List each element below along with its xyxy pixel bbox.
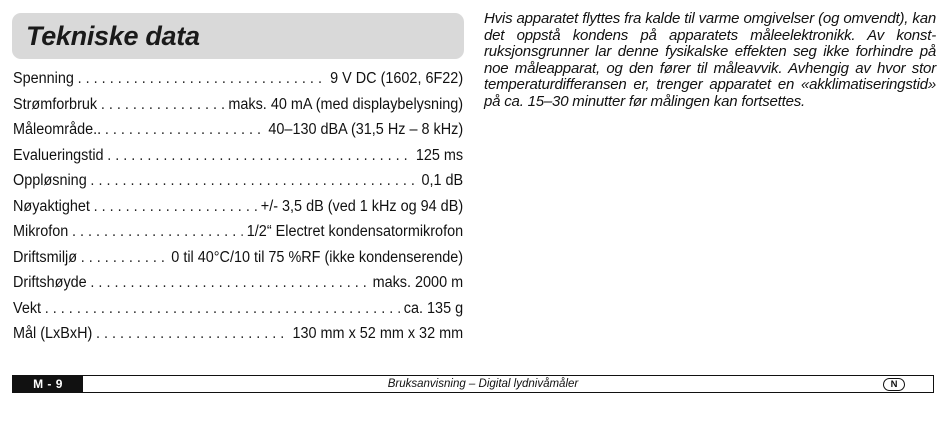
spec-row — [13, 168, 463, 194]
spec-row — [13, 117, 463, 143]
dot-leader — [105, 117, 265, 143]
spec-row — [13, 296, 463, 322]
dot-leader — [45, 296, 400, 322]
spec-value: 1/2“ Electret kondensatormikrofon — [246, 223, 464, 240]
spec-value: maks. 40 mA (med displaybelysning) — [228, 95, 464, 113]
spec-row — [13, 245, 463, 271]
spec-label: Mikrofon — [13, 223, 69, 240]
dot-leader — [107, 143, 412, 169]
spec-label: Vekt — [13, 299, 42, 317]
dot-leader — [96, 321, 289, 347]
spec-row — [13, 143, 463, 169]
spec-label: Spenning — [13, 70, 74, 87]
dot-leader — [72, 219, 243, 245]
spec-label: Måleområde.. — [13, 121, 102, 138]
spec-label: Oppløsning — [13, 172, 87, 189]
dot-leader — [94, 194, 257, 220]
spec-row — [13, 219, 463, 245]
spec-value: 0 til 40°C/10 til 75 %RF (ikke kondenserende) — [171, 248, 464, 266]
dot-leader — [90, 168, 417, 194]
dot-leader — [101, 92, 225, 118]
spec-value: maks. 2000 m — [372, 274, 464, 291]
spec-row — [13, 92, 463, 118]
spec-list — [13, 66, 463, 347]
spec-value: 130 mm x 52 mm x 32 mm — [292, 325, 464, 342]
spec-value: +/- 3,5 dB (ved 1 kHz og 94 dB) — [260, 197, 464, 215]
spec-label: Driftshøyde — [13, 274, 87, 291]
section-heading: Tekniske data — [26, 20, 200, 51]
spec-row — [13, 66, 463, 92]
condensation-note: Hvis apparatet flyttes fra kalde til varme omgivelser (og omvendt), kan det oppstå kondens på apparatets måleelektronikk. Av konst-ruksjonsgrunner lar denne fysikalske effekten seg ikke forhindre på noe måleapparat, og den fører til måleavvik. Avhengig av hvor stor temperaturdifferansen er, trenger apparatet en «akklimatiseringstid» på ca. 15–30 minutter før målingen kan fortsettes. — [484, 10, 936, 110]
spec-value: ca. 135 g — [403, 299, 464, 317]
dot-leader — [81, 245, 168, 271]
spec-value: 40–130 dBA (31,5 Hz – 8 kHz) — [268, 121, 464, 138]
spec-value: 125 ms — [415, 146, 464, 164]
spec-label: Strømforbruk — [13, 95, 98, 113]
spec-label: Driftsmiljø — [13, 248, 78, 266]
language-badge: N — [883, 378, 905, 391]
spec-value: 0,1 dB — [421, 172, 464, 189]
dot-leader — [90, 270, 368, 296]
section-heading-box — [12, 13, 464, 59]
spec-label: Evalueringstid — [13, 146, 104, 164]
dot-leader — [78, 66, 327, 92]
page-footer — [12, 375, 934, 393]
page-number: M - 9 — [13, 376, 83, 392]
spec-row — [13, 194, 463, 220]
spec-row — [13, 270, 463, 296]
spec-label: Nøyaktighet — [13, 197, 90, 215]
footer-title: Bruksanvisning – Digital lydnivåmåler — [387, 378, 579, 390]
spec-value: 9 V DC (1602, 6F22) — [330, 70, 464, 87]
spec-row — [13, 321, 463, 347]
spec-label: Mål (LxBxH) — [13, 325, 93, 342]
